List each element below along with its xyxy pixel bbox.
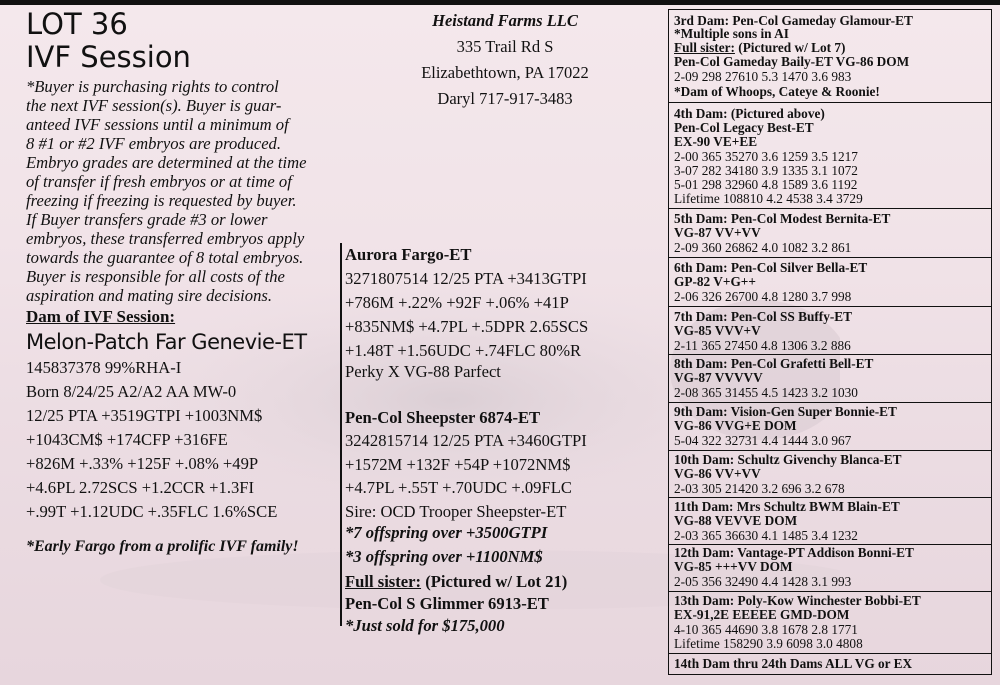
sire-detail-line: +835NM$ +4.7PL +.5DPR 2.65SCS xyxy=(345,317,589,336)
full-sister-note: (Pictured w/ Lot 21) xyxy=(421,572,568,591)
top-border xyxy=(0,0,1000,5)
dam6-record: 2-06 326 26700 4.8 1280 3.7 998 xyxy=(674,289,852,304)
dam-detail-line: +.99T +1.12UDC +.35FLC 1.6%SCE xyxy=(26,502,278,521)
dam5-record: 2-09 360 26862 4.0 1082 3.2 861 xyxy=(674,240,852,255)
dam3-title: 3rd Dam: Pen-Col Gameday Glamour-ET xyxy=(674,13,913,28)
mgs-highlight: *7 offspring over +3500GTPI xyxy=(345,523,548,542)
dam10-score: VG-86 VV+VV xyxy=(674,466,761,481)
dam4-record: 2-00 365 35270 3.6 1259 3.5 1217 xyxy=(674,149,858,164)
dam3-full-sister-label: Full sister: xyxy=(674,40,735,55)
dam3-record: 2-09 298 27610 5.3 1470 3.6 983 xyxy=(674,69,852,84)
dam-detail-line: 145837378 99%RHA-I xyxy=(26,358,182,377)
pedigree-separator xyxy=(668,402,992,403)
buyer-terms-line: of transfer if fresh embryos or at time of xyxy=(26,172,292,191)
dam12-score: VG-85 +++VV DOM xyxy=(674,559,793,574)
column-divider xyxy=(340,243,342,626)
farm-contact-phone: Daryl 717-917-3483 xyxy=(437,89,573,108)
dam4-record: 5-01 298 32960 4.8 1589 3.6 1192 xyxy=(674,177,858,192)
dam3-full-sister-name: Pen-Col Gameday Baily-ET VG-86 DOM xyxy=(674,54,910,69)
dam5-title: 5th Dam: Pen-Col Modest Bernita-ET xyxy=(674,211,891,226)
pedigree-separator xyxy=(668,257,992,258)
dam3-full-sister-note: (Pictured w/ Lot 7) xyxy=(734,40,846,55)
buyer-terms-line: Embryo grades are determined at the time xyxy=(26,153,307,172)
mgs-detail-line: 3242815714 12/25 PTA +3460GTPI xyxy=(345,431,587,450)
mgs-detail-line: Sire: OCD Trooper Sheepster-ET xyxy=(345,502,567,521)
dam11-score: VG-88 VEVVE DOM xyxy=(674,513,798,528)
dam12-record: 2-05 356 32490 4.4 1428 3.1 993 xyxy=(674,574,852,589)
lot-number: LOT 36 xyxy=(26,7,128,41)
sire-detail-line: +786M +.22% +92F +.06% +41P xyxy=(345,293,569,312)
mgs-highlight: *3 offspring over +1100NM$ xyxy=(345,547,543,566)
dam9-record: 5-04 322 32731 4.4 1444 3.0 967 xyxy=(674,433,852,448)
dam-tagline: *Early Fargo from a prolific IVF family! xyxy=(26,538,299,555)
lot-session-type: IVF Session xyxy=(26,40,191,74)
pedigree-separator xyxy=(668,354,992,355)
farm-name: Heistand Farms LLC xyxy=(432,11,578,30)
pedigree-separator xyxy=(668,102,992,103)
farm-address-street: 335 Trail Rd S xyxy=(456,37,554,56)
sire-pedigree-line: Perky X VG-88 Parfect xyxy=(345,362,501,381)
pedigree-separator xyxy=(668,591,992,592)
pedigree-separator xyxy=(668,497,992,498)
pedigree-separator xyxy=(668,653,992,654)
sire-detail-line: +1.48T +1.56UDC +.74FLC 80%R xyxy=(345,341,582,360)
buyer-terms-line: 8 #1 or #2 IVF embryos are produced. xyxy=(26,134,282,153)
dam9-title: 9th Dam: Vision-Gen Super Bonnie-ET xyxy=(674,404,897,419)
buyer-terms-line: embryos, these transferred embryos apply xyxy=(26,229,305,248)
dam7-score: VG-85 VVV+V xyxy=(674,323,761,338)
dam12-title: 12th Dam: Vantage-PT Addison Bonni-ET xyxy=(674,545,914,560)
buyer-terms-line: aspiration and mating sire decisions. xyxy=(26,286,272,305)
dam10-title: 10th Dam: Schultz Givenchy Blanca-ET xyxy=(674,452,902,467)
dam4-title: 4th Dam: (Pictured above) xyxy=(674,106,825,121)
mgs-detail-line: +1572M +132F +54P +1072NM$ xyxy=(345,455,571,474)
buyer-terms-line: anteed IVF sessions until a minimum of xyxy=(26,115,289,134)
sire-detail-line: 3271807514 12/25 PTA +3413GTPI xyxy=(345,269,587,288)
full-sister-name: Pen-Col S Glimmer 6913-ET xyxy=(345,594,549,613)
farm-address-city: Elizabethtown, PA 17022 xyxy=(421,63,589,82)
dam3-note: *Multiple sons in AI xyxy=(674,26,789,41)
dam5-score: VG-87 VV+VV xyxy=(674,225,761,240)
dam-detail-line: +826M +.33% +125F +.08% +49P xyxy=(26,454,259,473)
buyer-terms-line: the next IVF session(s). Buyer is guar- xyxy=(26,96,282,115)
dam8-title: 8th Dam: Pen-Col Grafetti Bell-ET xyxy=(674,356,874,371)
dam4-record: 3-07 282 34180 3.9 1335 3.1 1072 xyxy=(674,163,858,178)
dam11-title: 11th Dam: Mrs Schultz BWM Blain-ET xyxy=(674,499,900,514)
dam4-score: EX-90 VE+EE xyxy=(674,134,758,149)
buyer-terms-line: If Buyer transfers grade #3 or lower xyxy=(26,210,268,229)
dam14-24-summary: 14th Dam thru 24th Dams ALL VG or EX xyxy=(674,656,913,671)
dam-label: Dam of IVF Session: xyxy=(26,307,176,326)
pedigree-separator xyxy=(668,450,992,451)
buyer-terms-line: freezing if freezing is requested by buyer. xyxy=(26,191,297,210)
dam11-record: 2-03 365 36630 4.1 1485 3.4 1232 xyxy=(674,528,858,543)
pedigree-separator xyxy=(668,306,992,307)
dam6-score: GP-82 V+G++ xyxy=(674,274,756,289)
dam-name: Melon-Patch Far Genevie-ET xyxy=(26,330,307,354)
dam-detail-line: +1043CM$ +174CFP +316FE xyxy=(26,430,228,449)
dam13-record: 4-10 365 44690 3.8 1678 2.8 1771 xyxy=(674,622,858,637)
dam-detail-line: 12/25 PTA +3519GTPI +1003NM$ xyxy=(26,406,263,425)
dam13-title: 13th Dam: Poly-Kow Winchester Bobbi-ET xyxy=(674,593,921,608)
dam3-full-sister xyxy=(674,41,845,55)
dam9-score: VG-86 VVG+E DOM xyxy=(674,418,797,433)
dam8-record: 2-08 365 31455 4.5 1423 3.2 1030 xyxy=(674,385,858,400)
dam-detail-line: Born 8/24/25 A2/A2 AA MW-0 xyxy=(26,382,237,401)
dam4-lifetime: Lifetime 108810 4.2 4538 3.4 3729 xyxy=(674,191,863,206)
dam7-title: 7th Dam: Pen-Col SS Buffy-ET xyxy=(674,309,853,324)
dam10-record: 2-03 305 21420 3.2 696 3.2 678 xyxy=(674,481,845,496)
dam13-score: EX-91,2E EEEEE GMD-DOM xyxy=(674,607,850,622)
dam7-record: 2-11 365 27450 4.8 1306 3.2 886 xyxy=(674,338,851,353)
dam4-name: Pen-Col Legacy Best-ET xyxy=(674,120,814,135)
dam-detail-line: +4.6PL 2.72SCS +1.2CCR +1.3FI xyxy=(26,478,255,497)
sire-name: Aurora Fargo-ET xyxy=(345,245,472,264)
dam13-lifetime: Lifetime 158290 3.9 6098 3.0 4808 xyxy=(674,636,863,651)
full-sister-sale: *Just sold for $175,000 xyxy=(345,616,505,635)
dam6-title: 6th Dam: Pen-Col Silver Bella-ET xyxy=(674,260,868,275)
full-sister-label: Full sister: xyxy=(345,572,422,591)
mgs-name: Pen-Col Sheepster 6874-ET xyxy=(345,408,541,427)
mgs-detail-line: +4.7PL +.55T +.70UDC +.09FLC xyxy=(345,478,572,497)
dam3-dam-of: *Dam of Whoops, Cateye & Roonie! xyxy=(674,84,880,99)
pedigree-separator xyxy=(668,208,992,209)
buyer-terms-line: *Buyer is purchasing rights to control xyxy=(26,77,279,96)
buyer-terms-line: Buyer is responsible for all costs of the xyxy=(26,267,285,286)
dam8-score: VG-87 VVVVV xyxy=(674,370,763,385)
buyer-terms-line: towards the guarantee of 8 total embryos. xyxy=(26,248,304,267)
